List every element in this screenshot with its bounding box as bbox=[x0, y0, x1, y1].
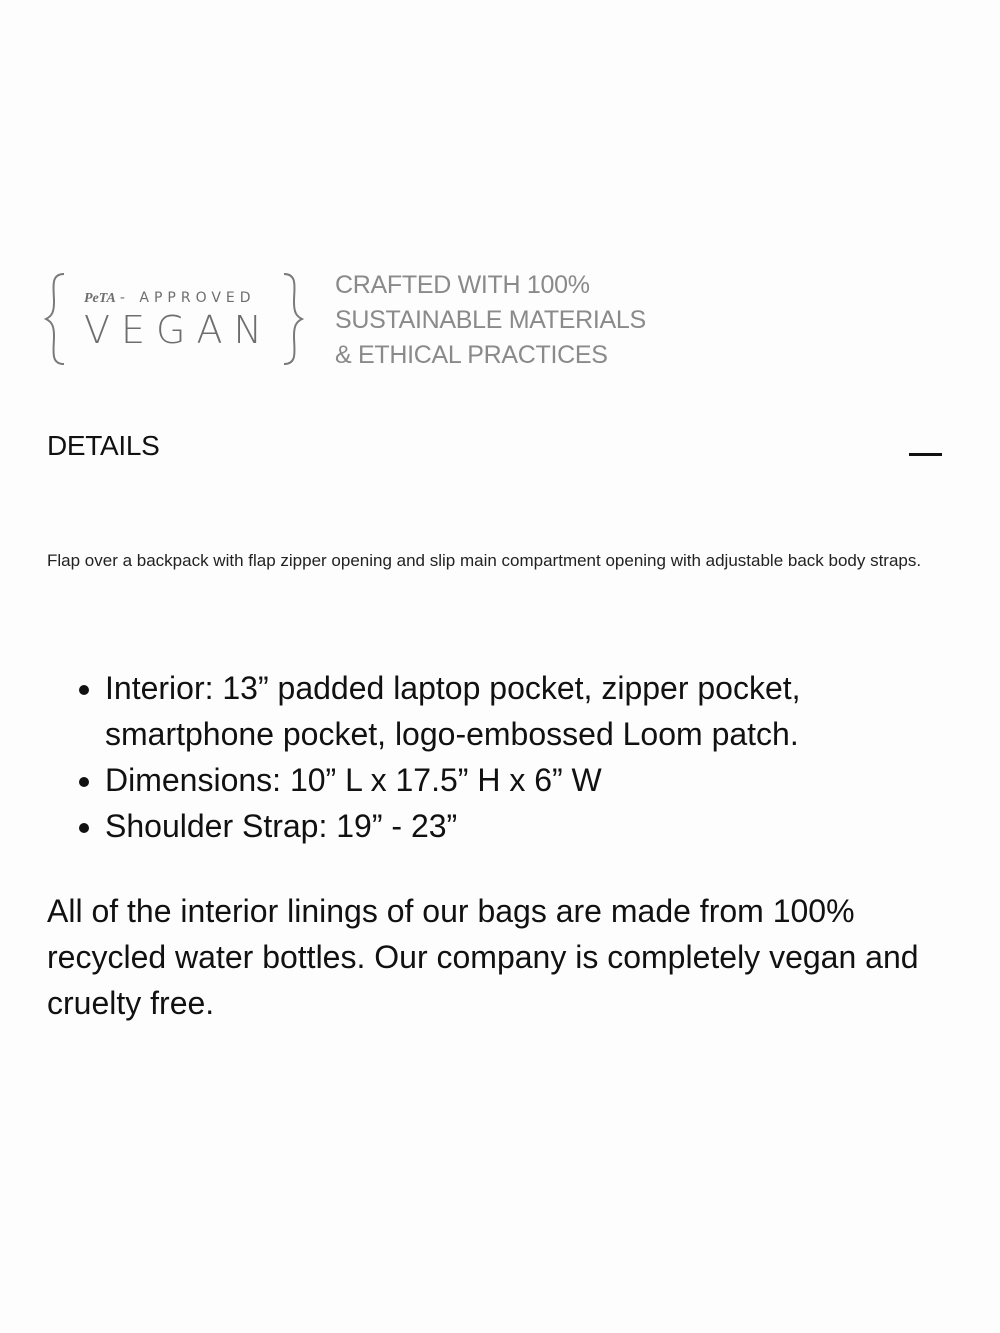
materials-summary: All of the interior linings of our bags are made from 100% recycled water bottles. Our company is completely vegan and cruelty free. bbox=[47, 893, 919, 1021]
details-heading[interactable]: DETAILS bbox=[47, 430, 160, 461]
collapse-details-button[interactable] bbox=[906, 442, 946, 466]
minus-icon bbox=[909, 453, 942, 456]
statement-line: CRAFTED WITH 100% bbox=[335, 271, 590, 299]
peta-logo: PeTA bbox=[84, 291, 116, 306]
feature-item-interior: • Interior: 13” padded laptop pocket, zipper pocket, smartphone pocket, logo-embossed Loom patch. bbox=[105, 665, 965, 757]
sustainability-statement bbox=[335, 268, 646, 373]
approved-text: - APPROVED bbox=[119, 290, 256, 306]
feature-item-shoulder-strap: • Shoulder Strap: 19” - 23” bbox=[105, 803, 965, 849]
vegan-label: VEGAN bbox=[84, 308, 273, 352]
statement-line: SUSTAINABLE MATERIALS bbox=[335, 306, 646, 334]
statement-line: & ETHICAL PRACTICES bbox=[335, 341, 608, 369]
peta-vegan-badge bbox=[44, 268, 304, 370]
product-features-list bbox=[57, 665, 965, 849]
product-description: Flap over a backpack with flap zipper opening and slip main compartment opening with adjustable back body straps. bbox=[47, 551, 922, 570]
peta-approved-label bbox=[84, 290, 274, 307]
feature-item-dimensions: • Dimensions: 10” L x 17.5” H x 6” W bbox=[105, 757, 965, 803]
